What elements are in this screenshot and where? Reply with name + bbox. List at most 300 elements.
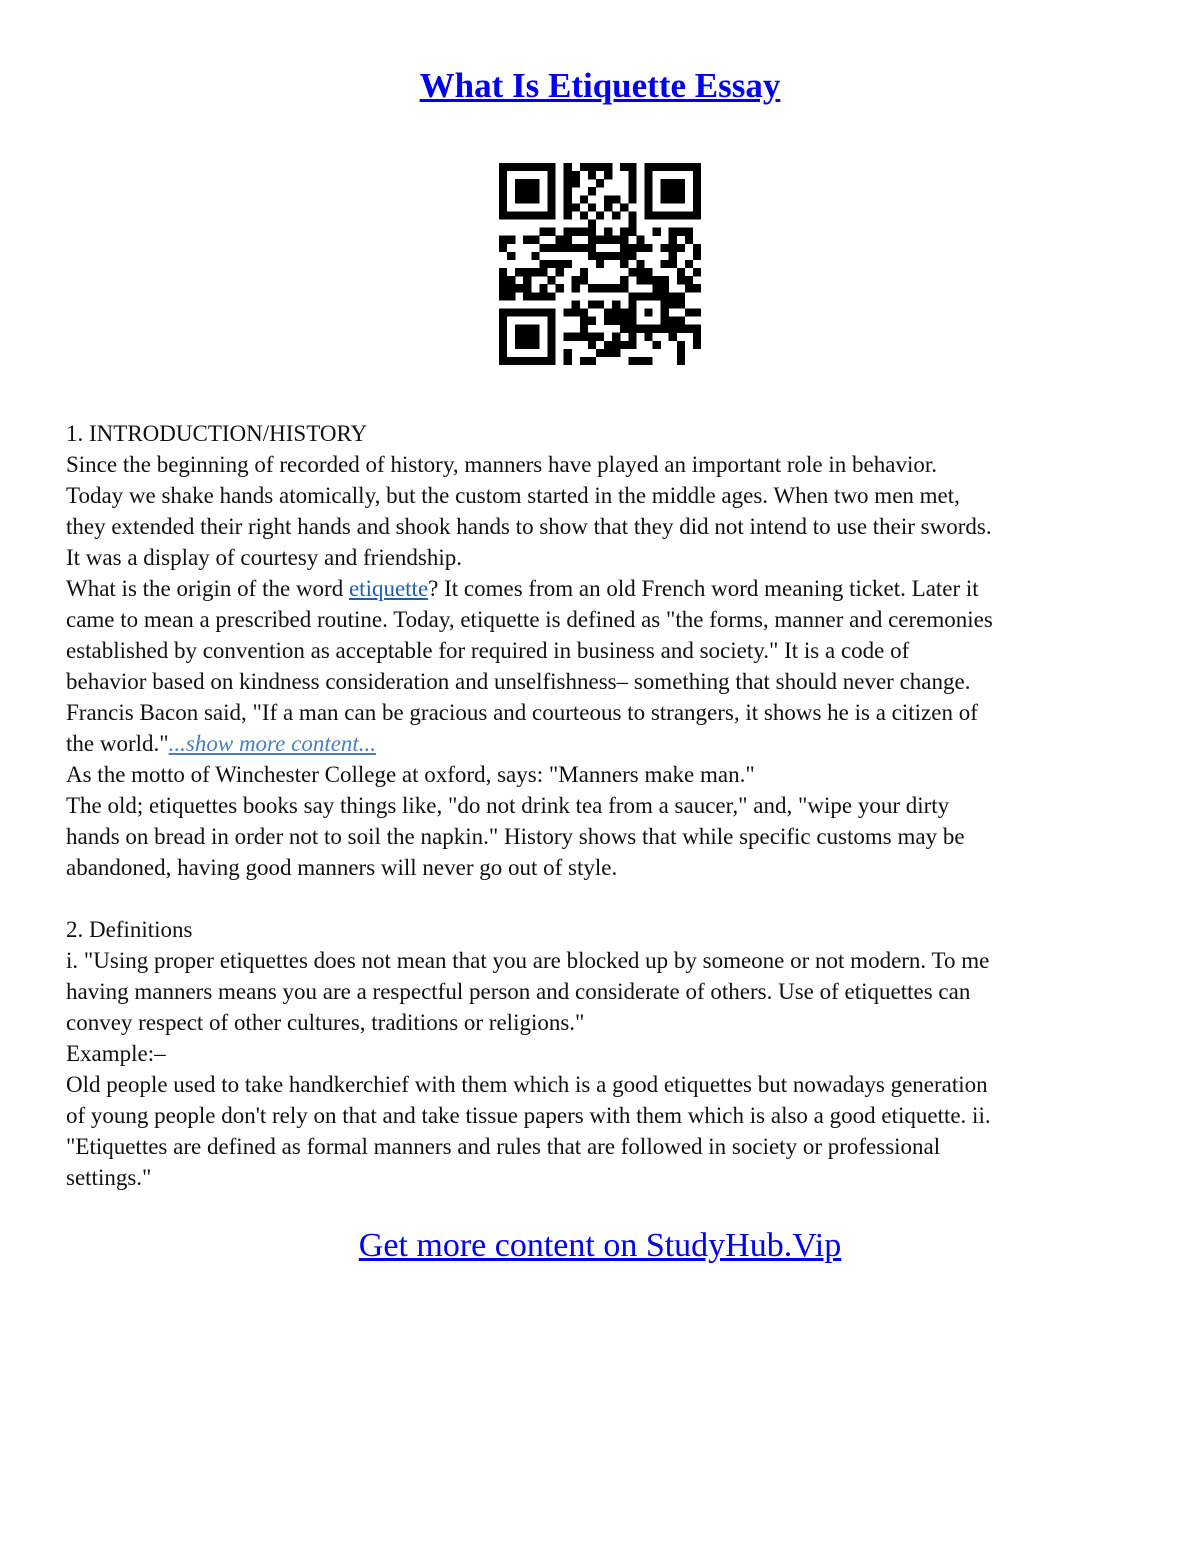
qr-module — [612, 333, 620, 341]
qr-module — [693, 171, 701, 179]
qr-module — [644, 244, 652, 252]
qr-module — [669, 300, 677, 308]
qr-module — [564, 203, 572, 211]
paragraph-line: established by convention as acceptable for required in business and society." It is a code of — [66, 638, 910, 663]
qr-module — [693, 284, 701, 292]
qr-module — [644, 195, 652, 203]
qr-module — [499, 179, 507, 187]
text-fragment: the world." — [66, 731, 169, 756]
qr-module — [612, 349, 620, 357]
qr-module — [644, 292, 652, 300]
qr-module — [531, 333, 539, 341]
etiquette-link[interactable]: etiquette — [348, 576, 429, 601]
paragraph-line: of young people don't rely on that and take tissue papers with them which is also a good etiquette. ii. — [66, 1103, 991, 1128]
qr-module — [515, 341, 523, 349]
qr-module — [677, 195, 685, 203]
qr-module — [636, 357, 644, 365]
qr-module — [539, 268, 547, 276]
qr-module — [580, 333, 588, 341]
qr-module — [515, 211, 523, 219]
qr-module — [564, 244, 572, 252]
paragraph-line: settings." — [66, 1165, 152, 1190]
qr-module — [693, 211, 701, 219]
qr-module — [523, 292, 531, 300]
qr-module — [612, 317, 620, 325]
qr-module — [685, 284, 693, 292]
qr-module — [677, 228, 685, 236]
paragraph-line — [66, 728, 1156, 759]
qr-module — [539, 260, 547, 268]
qr-module — [580, 325, 588, 333]
qr-module — [515, 179, 523, 187]
qr-module — [628, 228, 636, 236]
document-title — [0, 62, 1200, 110]
qr-module — [604, 308, 612, 316]
qr-module — [653, 325, 661, 333]
qr-module — [669, 228, 677, 236]
qr-module — [628, 244, 636, 252]
qr-module — [531, 187, 539, 195]
qr-module — [669, 187, 677, 195]
qr-module — [507, 276, 515, 284]
qr-module — [661, 300, 669, 308]
qr-module — [515, 187, 523, 195]
qr-module — [523, 211, 531, 219]
qr-module — [628, 211, 636, 219]
qr-module — [515, 333, 523, 341]
qr-module — [499, 203, 507, 211]
qr-module — [636, 292, 644, 300]
qr-module — [653, 292, 661, 300]
qr-module — [507, 308, 515, 316]
qr-module — [539, 228, 547, 236]
qr-module — [612, 300, 620, 308]
qr-module — [620, 260, 628, 268]
qr-module — [499, 244, 507, 252]
qr-module — [677, 211, 685, 219]
qr-module — [564, 228, 572, 236]
qr-module — [644, 163, 652, 171]
qr-module — [572, 308, 580, 316]
qr-module — [588, 203, 596, 211]
qr-module — [499, 268, 507, 276]
qr-module — [499, 163, 507, 171]
qr-module — [580, 195, 588, 203]
qr-module — [628, 300, 636, 308]
qr-module — [693, 187, 701, 195]
qr-module — [588, 236, 596, 244]
qr-module — [580, 228, 588, 236]
qr-module — [531, 268, 539, 276]
qr-module — [531, 308, 539, 316]
qr-module — [499, 276, 507, 284]
qr-module — [661, 244, 669, 252]
paragraph-line: Francis Bacon said, "If a man can be gracious and courteous to strangers, it shows he is a citizen of — [66, 700, 978, 725]
qr-module — [580, 244, 588, 252]
qr-module — [499, 195, 507, 203]
qr-module — [644, 325, 652, 333]
qr-module — [612, 308, 620, 316]
qr-module — [499, 308, 507, 316]
qr-module — [677, 163, 685, 171]
qr-module — [636, 260, 644, 268]
qr-module — [564, 308, 572, 316]
qr-module — [499, 349, 507, 357]
qr-module — [620, 252, 628, 260]
qr-module — [572, 203, 580, 211]
paragraph-line: abandoned, having good manners will never go out of style. — [66, 855, 618, 880]
qr-module — [644, 211, 652, 219]
qr-module — [628, 341, 636, 349]
qr-module — [547, 349, 555, 357]
qr-module — [669, 195, 677, 203]
qr-module — [580, 308, 588, 316]
qr-module — [612, 211, 620, 219]
qr-module — [547, 333, 555, 341]
qr-module — [515, 163, 523, 171]
qr-module — [685, 163, 693, 171]
paragraph-line: behavior based on kindness consideration and unselfishness– something that should never change. — [66, 669, 971, 694]
qr-module — [556, 244, 564, 252]
qr-module — [547, 292, 555, 300]
qr-module — [547, 187, 555, 195]
qr-module — [636, 268, 644, 276]
paragraph-line: i. "Using proper etiquettes does not mean that you are blocked up by someone or not modern. To me — [66, 948, 990, 973]
qr-module — [596, 260, 604, 268]
qr-module — [547, 308, 555, 316]
qr-module — [588, 357, 596, 365]
qr-module — [588, 171, 596, 179]
qr-module — [580, 163, 588, 171]
qr-module — [644, 187, 652, 195]
paragraph-line: came to mean a prescribed routine. Today, etiquette is defined as "the forms, manner and ceremonies — [66, 607, 993, 632]
qr-module — [677, 325, 685, 333]
qr-code-graphic — [499, 163, 701, 365]
qr-module — [588, 333, 596, 341]
qr-module — [580, 276, 588, 284]
qr-module — [547, 260, 555, 268]
qr-module — [499, 292, 507, 300]
qr-module — [547, 228, 555, 236]
qr-module — [628, 325, 636, 333]
qr-module — [564, 195, 572, 203]
footer — [0, 1224, 1200, 1268]
qr-module — [693, 341, 701, 349]
qr-module — [653, 211, 661, 219]
qr-module — [685, 308, 693, 316]
qr-module — [661, 163, 669, 171]
qr-module — [669, 292, 677, 300]
qr-module — [677, 268, 685, 276]
qr-module — [515, 308, 523, 316]
qr-module — [693, 203, 701, 211]
qr-module — [564, 163, 572, 171]
qr-module — [507, 292, 515, 300]
qr-module — [636, 236, 644, 244]
qr-module — [620, 228, 628, 236]
qr-module — [572, 171, 580, 179]
qr-module — [693, 252, 701, 260]
qr-module — [661, 187, 669, 195]
qr-module — [499, 341, 507, 349]
qr-module — [644, 203, 652, 211]
qr-module — [677, 187, 685, 195]
qr-module — [523, 276, 531, 284]
qr-module — [620, 341, 628, 349]
qr-module — [604, 195, 612, 203]
paragraph-line: Since the beginning of recorded of history, manners have played an important role in behavior. — [66, 452, 937, 477]
show-more-content-link[interactable]: ...show more content... — [168, 731, 377, 756]
paragraph-line: they extended their right hands and shook hands to show that they did not intend to use their swords. — [66, 514, 992, 539]
qr-module — [620, 308, 628, 316]
qr-module — [499, 333, 507, 341]
qr-module — [564, 260, 572, 268]
qr-module — [677, 317, 685, 325]
qr-module — [677, 244, 685, 252]
qr-module — [644, 268, 652, 276]
qr-module — [523, 284, 531, 292]
qr-module — [644, 357, 652, 365]
qr-module — [523, 163, 531, 171]
qr-module — [531, 211, 539, 219]
qr-module — [596, 349, 604, 357]
text-fragment: What is the origin of the word — [66, 576, 349, 601]
qr-module — [653, 163, 661, 171]
qr-module — [580, 357, 588, 365]
paragraph-line: hands on bread in order not to soil the napkin." History shows that while specific customs may be — [66, 824, 965, 849]
qr-module — [628, 179, 636, 187]
text-fragment: ? It comes from an old French word meaning ticket. Later it — [428, 576, 979, 601]
qr-module — [596, 163, 604, 171]
qr-module — [644, 179, 652, 187]
studyhub-link[interactable]: Get more content on StudyHub.Vip — [358, 1227, 842, 1264]
qr-module — [628, 163, 636, 171]
qr-module — [661, 325, 669, 333]
paragraph-line: having manners means you are a respectful person and considerate of others. Use of etiquettes can — [66, 979, 971, 1004]
qr-module — [523, 325, 531, 333]
qr-module — [620, 325, 628, 333]
qr-module — [693, 179, 701, 187]
qr-module — [628, 357, 636, 365]
qr-module — [693, 268, 701, 276]
qr-module — [685, 236, 693, 244]
qr-module — [523, 187, 531, 195]
qr-module — [644, 171, 652, 179]
qr-module — [693, 195, 701, 203]
qr-module — [596, 284, 604, 292]
qr-module — [547, 195, 555, 203]
qr-module — [572, 276, 580, 284]
qr-module — [556, 284, 564, 292]
qr-module — [588, 220, 596, 228]
qr-module — [523, 268, 531, 276]
qr-module — [604, 203, 612, 211]
qr-module — [572, 284, 580, 292]
qr-module — [515, 268, 523, 276]
qr-module — [677, 276, 685, 284]
qr-module — [628, 195, 636, 203]
qr-module — [531, 236, 539, 244]
qr-module — [653, 276, 661, 284]
qr-module — [693, 308, 701, 316]
qr-module — [604, 228, 612, 236]
qr-module — [547, 171, 555, 179]
qr-module — [628, 268, 636, 276]
qr-module — [644, 308, 652, 316]
qr-module — [499, 325, 507, 333]
essay-body — [66, 418, 1156, 1193]
qr-module — [628, 333, 636, 341]
qr-module — [507, 163, 515, 171]
qr-module — [669, 179, 677, 187]
qr-module — [628, 317, 636, 325]
qr-module — [564, 349, 572, 357]
qr-module — [547, 244, 555, 252]
qr-module — [531, 325, 539, 333]
paragraph-line: "Etiquettes are defined as formal manners and rules that are followed in society or professional — [66, 1134, 941, 1159]
qr-module — [596, 333, 604, 341]
paragraph-line: Old people used to take handkerchief with them which is a good etiquettes but nowadays generation — [66, 1072, 988, 1097]
paragraph-line: Today we shake hands atomically, but the custom started in the middle ages. When two men met, — [66, 483, 960, 508]
qr-module — [628, 171, 636, 179]
qr-module — [628, 187, 636, 195]
qr-module — [604, 349, 612, 357]
qr-module — [547, 341, 555, 349]
qr-module — [499, 171, 507, 179]
qr-module — [677, 357, 685, 365]
qr-module — [523, 236, 531, 244]
paragraph-line: It was a display of courtesy and friendship. — [66, 545, 463, 570]
qr-module — [523, 195, 531, 203]
qr-module — [596, 300, 604, 308]
qr-module — [547, 211, 555, 219]
qr-module — [628, 292, 636, 300]
qr-module — [612, 195, 620, 203]
qr-module — [669, 211, 677, 219]
qr-module — [547, 203, 555, 211]
qr-module — [531, 179, 539, 187]
qr-module — [539, 284, 547, 292]
qr-module — [612, 252, 620, 260]
qr-module — [628, 252, 636, 260]
qr-module — [644, 333, 652, 341]
qr-module — [604, 163, 612, 171]
qr-module — [588, 341, 596, 349]
qr-module — [580, 211, 588, 219]
qr-module — [531, 252, 539, 260]
qr-module — [644, 276, 652, 284]
qr-module — [596, 236, 604, 244]
qr-module — [661, 292, 669, 300]
qr-module — [499, 357, 507, 365]
qr-module — [604, 171, 612, 179]
qr-module — [620, 276, 628, 284]
qr-module — [523, 341, 531, 349]
qr-module — [588, 228, 596, 236]
qr-module — [507, 211, 515, 219]
qr-module — [661, 211, 669, 219]
qr-module — [539, 163, 547, 171]
qr-module — [556, 260, 564, 268]
qr-module — [564, 187, 572, 195]
qr-module — [604, 284, 612, 292]
qr-module — [523, 333, 531, 341]
qr-module — [507, 236, 515, 244]
qr-module — [588, 252, 596, 260]
blank-line — [66, 883, 1156, 914]
qr-module — [572, 300, 580, 308]
qr-module — [556, 236, 564, 244]
qr-module — [612, 284, 620, 292]
qr-module — [685, 228, 693, 236]
qr-module — [669, 325, 677, 333]
section-heading-definitions: 2. Definitions — [66, 917, 193, 942]
qr-module — [515, 195, 523, 203]
qr-module — [620, 163, 628, 171]
qr-module — [661, 260, 669, 268]
qr-module — [677, 341, 685, 349]
qr-module — [572, 244, 580, 252]
qr-module — [588, 317, 596, 325]
qr-code-icon — [499, 163, 701, 365]
qr-module — [685, 211, 693, 219]
title-link[interactable]: What Is Etiquette Essay — [419, 66, 781, 105]
qr-module — [677, 300, 685, 308]
qr-module — [507, 284, 515, 292]
qr-module — [653, 228, 661, 236]
qr-module — [677, 349, 685, 357]
qr-module — [564, 211, 572, 219]
paragraph-line: convey respect of other cultures, traditions or religions." — [66, 1010, 585, 1035]
qr-module — [547, 325, 555, 333]
qr-module — [693, 163, 701, 171]
qr-module — [588, 163, 596, 171]
qr-module — [499, 211, 507, 219]
paragraph-line: Example:– — [66, 1041, 166, 1066]
qr-module — [596, 252, 604, 260]
qr-module — [507, 252, 515, 260]
qr-module — [531, 341, 539, 349]
qr-module — [547, 276, 555, 284]
qr-module — [564, 236, 572, 244]
qr-module — [661, 179, 669, 187]
qr-module — [661, 317, 669, 325]
qr-module — [669, 163, 677, 171]
qr-module — [685, 276, 693, 284]
qr-module — [572, 179, 580, 187]
qr-module — [677, 179, 685, 187]
qr-module — [507, 357, 515, 365]
qr-module — [596, 211, 604, 219]
qr-module — [499, 187, 507, 195]
qr-module — [604, 236, 612, 244]
qr-module — [580, 268, 588, 276]
qr-module — [669, 236, 677, 244]
qr-module — [620, 317, 628, 325]
qr-module — [669, 252, 677, 260]
qr-module — [547, 179, 555, 187]
qr-module — [572, 228, 580, 236]
qr-module — [661, 308, 669, 316]
qr-module — [620, 284, 628, 292]
qr-module — [588, 187, 596, 195]
qr-module — [620, 203, 628, 211]
qr-module — [531, 163, 539, 171]
qr-module — [588, 284, 596, 292]
qr-module — [564, 333, 572, 341]
qr-module — [669, 333, 677, 341]
qr-module — [580, 317, 588, 325]
